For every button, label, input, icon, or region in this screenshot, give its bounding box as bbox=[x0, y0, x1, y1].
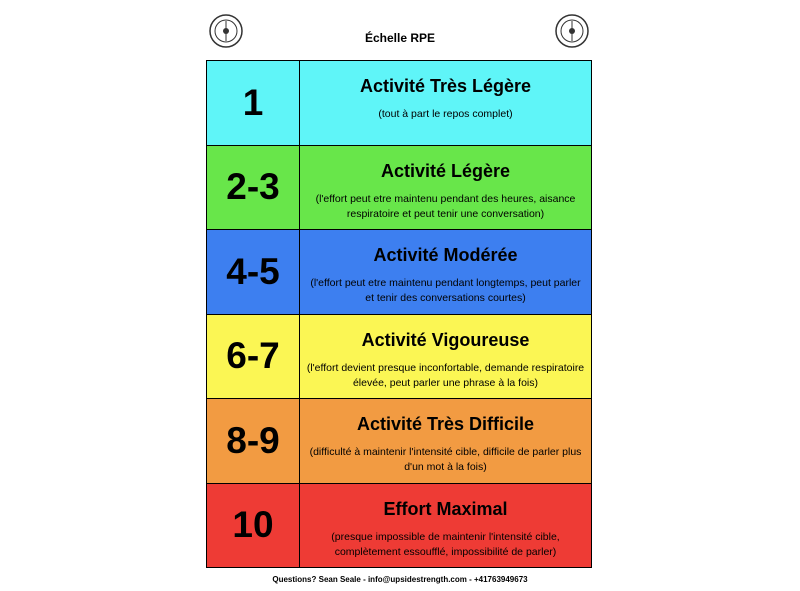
level-detail: (presque impossible de maintenir l'intensité cible, complètement essoufflé, impossibilité de parler) bbox=[331, 530, 560, 558]
rating-number: 6-7 bbox=[207, 315, 300, 399]
page-title: Échelle RPE bbox=[364, 31, 436, 45]
level-title: Activité Vigoureuse bbox=[361, 329, 530, 350]
rating-description bbox=[300, 230, 591, 314]
rating-number: 2-3 bbox=[207, 146, 300, 230]
level-title: Activité Légère bbox=[380, 160, 511, 181]
scale-row bbox=[207, 315, 591, 400]
rating-number: 1 bbox=[207, 61, 300, 145]
rating-description bbox=[300, 484, 591, 568]
scale-row bbox=[207, 230, 591, 315]
scale-row bbox=[207, 484, 591, 568]
rpe-scale-table bbox=[206, 60, 592, 568]
rating-number: 4-5 bbox=[207, 230, 300, 314]
rating-number: 8-9 bbox=[207, 399, 300, 483]
level-detail: (difficulté à maintenir l'intensité cible, difficile de parler plus d'un mot à la fois) bbox=[309, 446, 582, 473]
rating-number: 10 bbox=[207, 484, 300, 568]
level-title: Activité Très Légère bbox=[359, 76, 532, 96]
level-detail: (l'effort devient presque inconfortable, demande respiratoire élevée, peut parler une phrase à la fois) bbox=[306, 361, 585, 389]
footer-contact: Questions? Sean Seale - info@upsidestrength.com - +41763949673 bbox=[272, 575, 528, 584]
level-title: Activité Très Difficile bbox=[356, 414, 535, 434]
rating-description bbox=[300, 146, 591, 230]
level-detail: (l'effort peut etre maintenu pendant des heures, aisance respiratoire et peut tenir une conversation) bbox=[315, 192, 576, 220]
rating-description bbox=[300, 315, 591, 399]
brand-logo-icon bbox=[555, 14, 589, 48]
scale-row bbox=[207, 61, 591, 146]
level-title: Activité Modérée bbox=[373, 245, 518, 265]
level-detail: (tout à part le repos complet) bbox=[378, 108, 513, 120]
scale-row bbox=[207, 146, 591, 231]
level-detail: (l'effort peut etre maintenu pendant longtemps, peut parler et tenir des conversations courtes) bbox=[310, 277, 581, 304]
rating-description bbox=[300, 61, 591, 145]
brand-logo-icon bbox=[209, 14, 243, 48]
scale-row bbox=[207, 399, 591, 484]
rating-description bbox=[300, 399, 591, 483]
level-title: Effort Maximal bbox=[383, 498, 508, 519]
